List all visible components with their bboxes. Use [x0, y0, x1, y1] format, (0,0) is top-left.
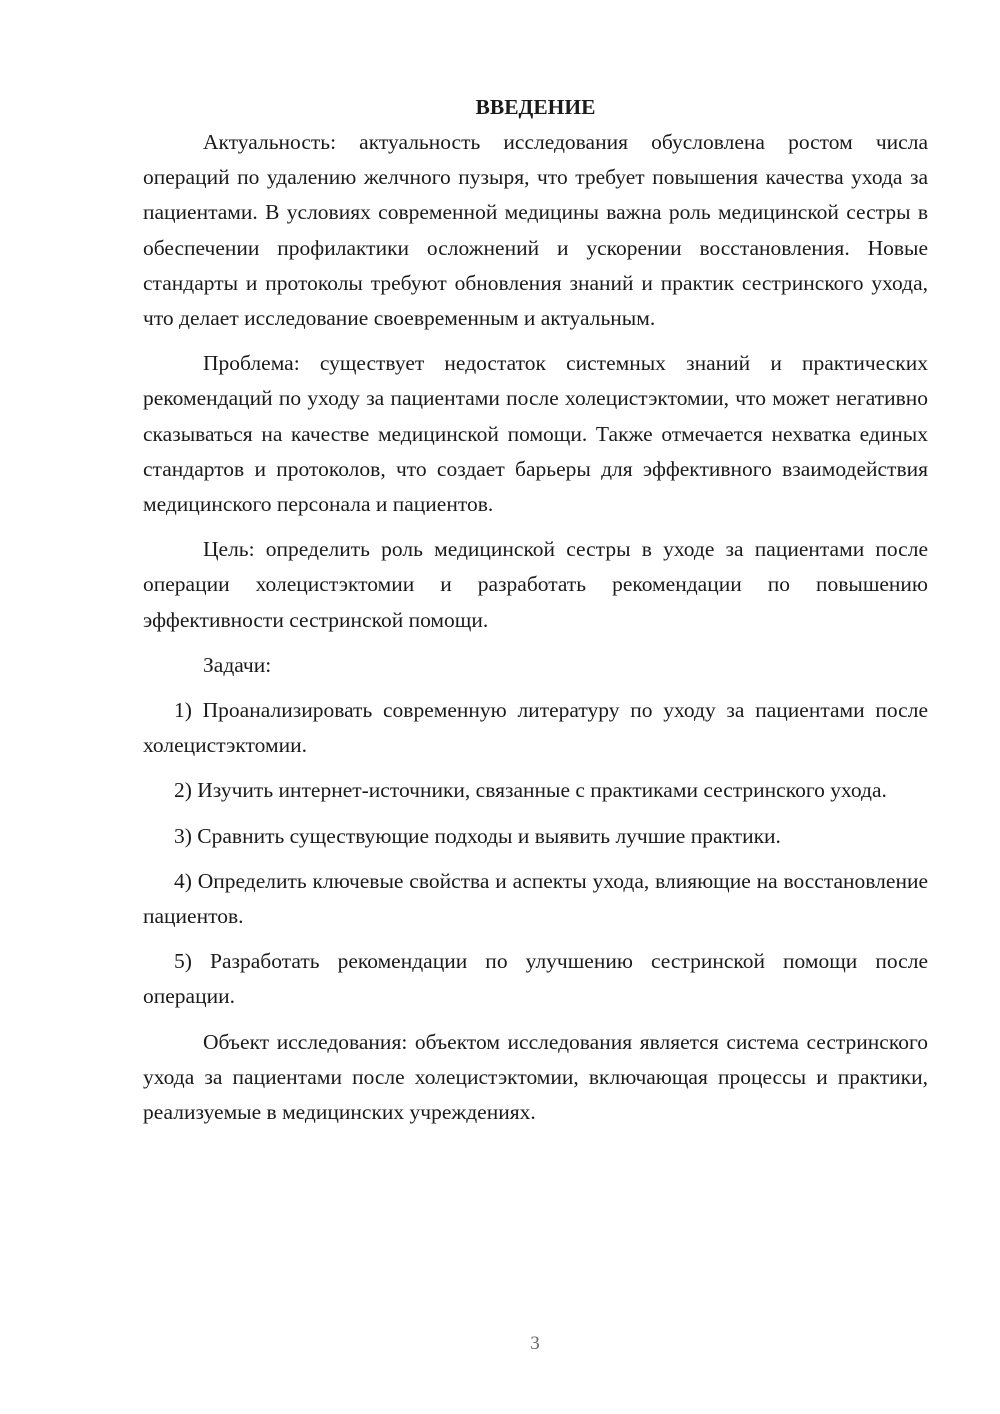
task-item: 5) Разработать рекомендации по улучшению сестринской помощи после операции.: [143, 949, 928, 1009]
section-title: ВВЕДЕНИЕ: [475, 95, 596, 119]
task-item: 4) Определить ключевые свойства и аспекты ухода, влияющие на восстановление пациентов.: [143, 868, 928, 929]
paragraph-goal: Цель: определить роль медицинской сестры в уходе за пациентами после операции холецистэктомии и разработать рекомендации по повышению эффективности сестринской помощи.: [143, 537, 928, 632]
task-item: 2) Изучить интернет-источники, связанные с практиками сестринского ухода.: [174, 778, 887, 803]
page-number: 3: [530, 1333, 540, 1354]
task-item: 1) Проанализировать современную литературу по уходу за пациентами после холецистэктомии.: [143, 698, 928, 758]
tasks-list: [143, 693, 928, 1015]
paragraph-relevance: Актуальность: актуальность исследования обусловлена ростом числа операций по удалению желчного пузыря, что требует повышения качества ухода за пациентами. В условиях современной медицины важна роль медицинской сестры в обеспечении профилактики осложнений и ускорении восстановления. Новые стандарты и протоколы требуют обновления знаний и практик сестринского ухода, что делает исследование своевременным и актуальным.: [143, 130, 928, 331]
paragraph-problem: Проблема: существует недостаток системных знаний и практических рекомендаций по уходу за пациентами после холецистэктомии, что может негативно сказываться на качестве медицинской помощи. Также отмечается нехватка единых стандартов и протоколов, что создает барьеры для эффективного взаимодействия медицинского персонала и пациентов.: [143, 351, 928, 517]
paragraph-object: Объект исследования: объектом исследования является система сестринского ухода за пациентами после холецистэктомии, включающая процессы и практики, реализуемые в медицинских учреждениях.: [143, 1029, 928, 1125]
task-item: 3) Сравнить существующие подходы и выявить лучшие практики.: [174, 823, 781, 848]
tasks-heading: Задачи:: [203, 652, 272, 677]
document-page: [143, 90, 928, 1140]
